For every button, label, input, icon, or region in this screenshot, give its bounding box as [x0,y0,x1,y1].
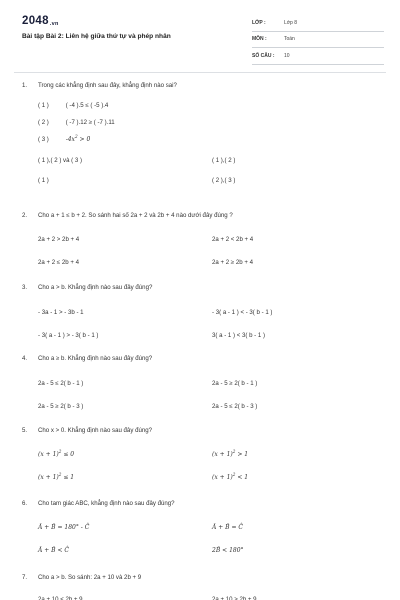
options-row [22,326,382,346]
options-row [22,151,382,171]
page-header [0,0,400,68]
statement-1 [22,97,382,114]
options-row [22,518,382,538]
question-prompt: Cho a > b. So sánh: 2a + 10 và 2b + 9 [38,574,142,581]
option-a[interactable]: $(x + 1)^2 \le 0$ [38,449,75,458]
question-text [22,353,382,365]
options-row [22,590,382,600]
question-number: 1. [22,82,28,89]
question-number: 2. [22,212,28,219]
question-number: 6. [22,500,28,507]
option-d[interactable]: 2a + 2 ≥ 2b + 4 [212,259,253,266]
option-a[interactable]: ( 1 ),( 2 ) và ( 3 ) [38,157,83,164]
question-text [22,572,382,584]
question-4 [22,353,382,417]
option-c[interactable]: 2a - 5 ≥ 2( b - 3 ) [38,403,84,410]
options-row [22,397,382,417]
question-number: 7. [22,574,28,581]
info-value: Toán [284,36,295,43]
option-a[interactable]: 2a + 2 > 2b + 4 [38,236,80,243]
option-c[interactable]: 2a + 2 ≤ 2b + 4 [38,259,79,266]
option-b[interactable]: 2a + 10 > 2b + 9 [212,596,257,600]
question-2 [22,210,382,273]
option-a[interactable]: Â + B̂ = 180° - Ĉ [38,524,90,531]
question-number: 4. [22,355,28,362]
option-d[interactable]: 3( a - 1 ) < 3( b - 1 ) [212,332,265,339]
question-6 [22,498,382,561]
info-row-count [252,48,384,65]
option-b[interactable]: Â + B̂ = Ĉ [212,524,244,531]
option-d[interactable]: 2a - 5 ≤ 2( b - 3 ) [212,403,258,410]
statement-3 [22,131,382,148]
option-c[interactable]: ( 1 ) [38,177,49,184]
option-a[interactable]: - 3a - 1 > - 3b - 1 [38,309,84,316]
option-a[interactable]: 2a + 10 < 2b + 9 [38,596,83,600]
info-label: MÔN : [252,36,267,43]
header-divider [14,72,386,73]
options-row [22,445,382,465]
question-text [22,210,382,222]
option-b[interactable]: ( 1 ),( 2 ) [212,157,236,164]
option-b[interactable]: 2a + 2 < 2b + 4 [212,236,254,243]
option-d[interactable]: ( 2 ),( 3 ) [212,177,236,184]
options-row [22,374,382,394]
logo-suffix: .vn [49,21,59,27]
info-value: 10 [284,52,290,59]
info-panel [252,15,384,65]
question-text [22,425,382,437]
question-7 [22,572,382,600]
statement-2 [22,114,382,131]
question-prompt: Cho x > 0. Khẳng định nào sau đây đúng? [38,427,153,434]
question-number: 3. [22,284,28,291]
question-number: 5. [22,427,28,434]
option-c[interactable]: $(x + 1)^2 \le 1$ [38,472,75,481]
options-row [22,253,382,273]
options-row [22,541,382,561]
option-c[interactable]: Â + B̂ < Ĉ [38,547,70,554]
info-label: SỐ CÂU : [252,52,275,59]
question-prompt: Cho a + 1 ≤ b + 2. So sánh hai số 2a + 2 và 2b + 4 nào dưới đây đúng ? [38,212,233,219]
question-prompt: Cho tam giác ABC, khẳng định nào sau đây đúng? [38,500,175,507]
statement-label: ( 3 ) [38,136,49,143]
statement-text: ( -4 ).5 ≤ ( -5 ).4 [65,102,109,109]
question-3 [22,282,382,346]
statement-math: $-4x^2 > 0$ [65,134,91,143]
info-label: LỚP : [252,19,266,26]
question-1 [22,80,382,191]
option-b[interactable]: 2a - 5 ≥ 2( b - 1 ) [212,380,258,387]
statement-label: ( 1 ) [38,102,49,109]
site-logo[interactable] [22,15,59,27]
question-text [22,282,382,294]
options-row [22,171,382,191]
option-c[interactable]: - 3( a - 1 ) > - 3( b - 1 ) [38,332,99,339]
info-row-class [252,15,384,32]
option-d[interactable]: 2B̂ < 180° [212,547,244,554]
question-prompt: Cho a ≥ b. Khẳng định nào sau đây đúng? [38,355,153,362]
question-prompt: Cho a > b. Khẳng định nào sau đây đúng? [38,284,153,291]
question-prompt: Trong các khẳng định sau đây, khẳng định nào sai? [38,82,177,89]
option-b[interactable]: - 3( a - 1 ) < - 3( b - 1 ) [212,309,273,316]
question-text [22,80,382,92]
option-a[interactable]: 2a - 5 ≤ 2( b - 1 ) [38,380,84,387]
info-value: Lớp 8 [284,19,298,26]
option-b[interactable]: $(x + 1)^2 > 1$ [212,449,249,458]
options-row [22,230,382,250]
page-title: Bài tập Bài 2: Liên hệ giữa thứ tự và phép nhân [22,33,171,40]
options-row [22,303,382,323]
options-row [22,468,382,488]
question-text [22,498,382,510]
logo-main: 2048 [22,15,49,27]
statement-text: ( -7 ).12 ≥ ( -7 ).11 [65,119,115,126]
info-row-subject [252,32,384,49]
option-d[interactable]: $(x + 1)^2 < 1$ [212,472,249,481]
statement-label: ( 2 ) [38,119,49,126]
question-5 [22,425,382,488]
